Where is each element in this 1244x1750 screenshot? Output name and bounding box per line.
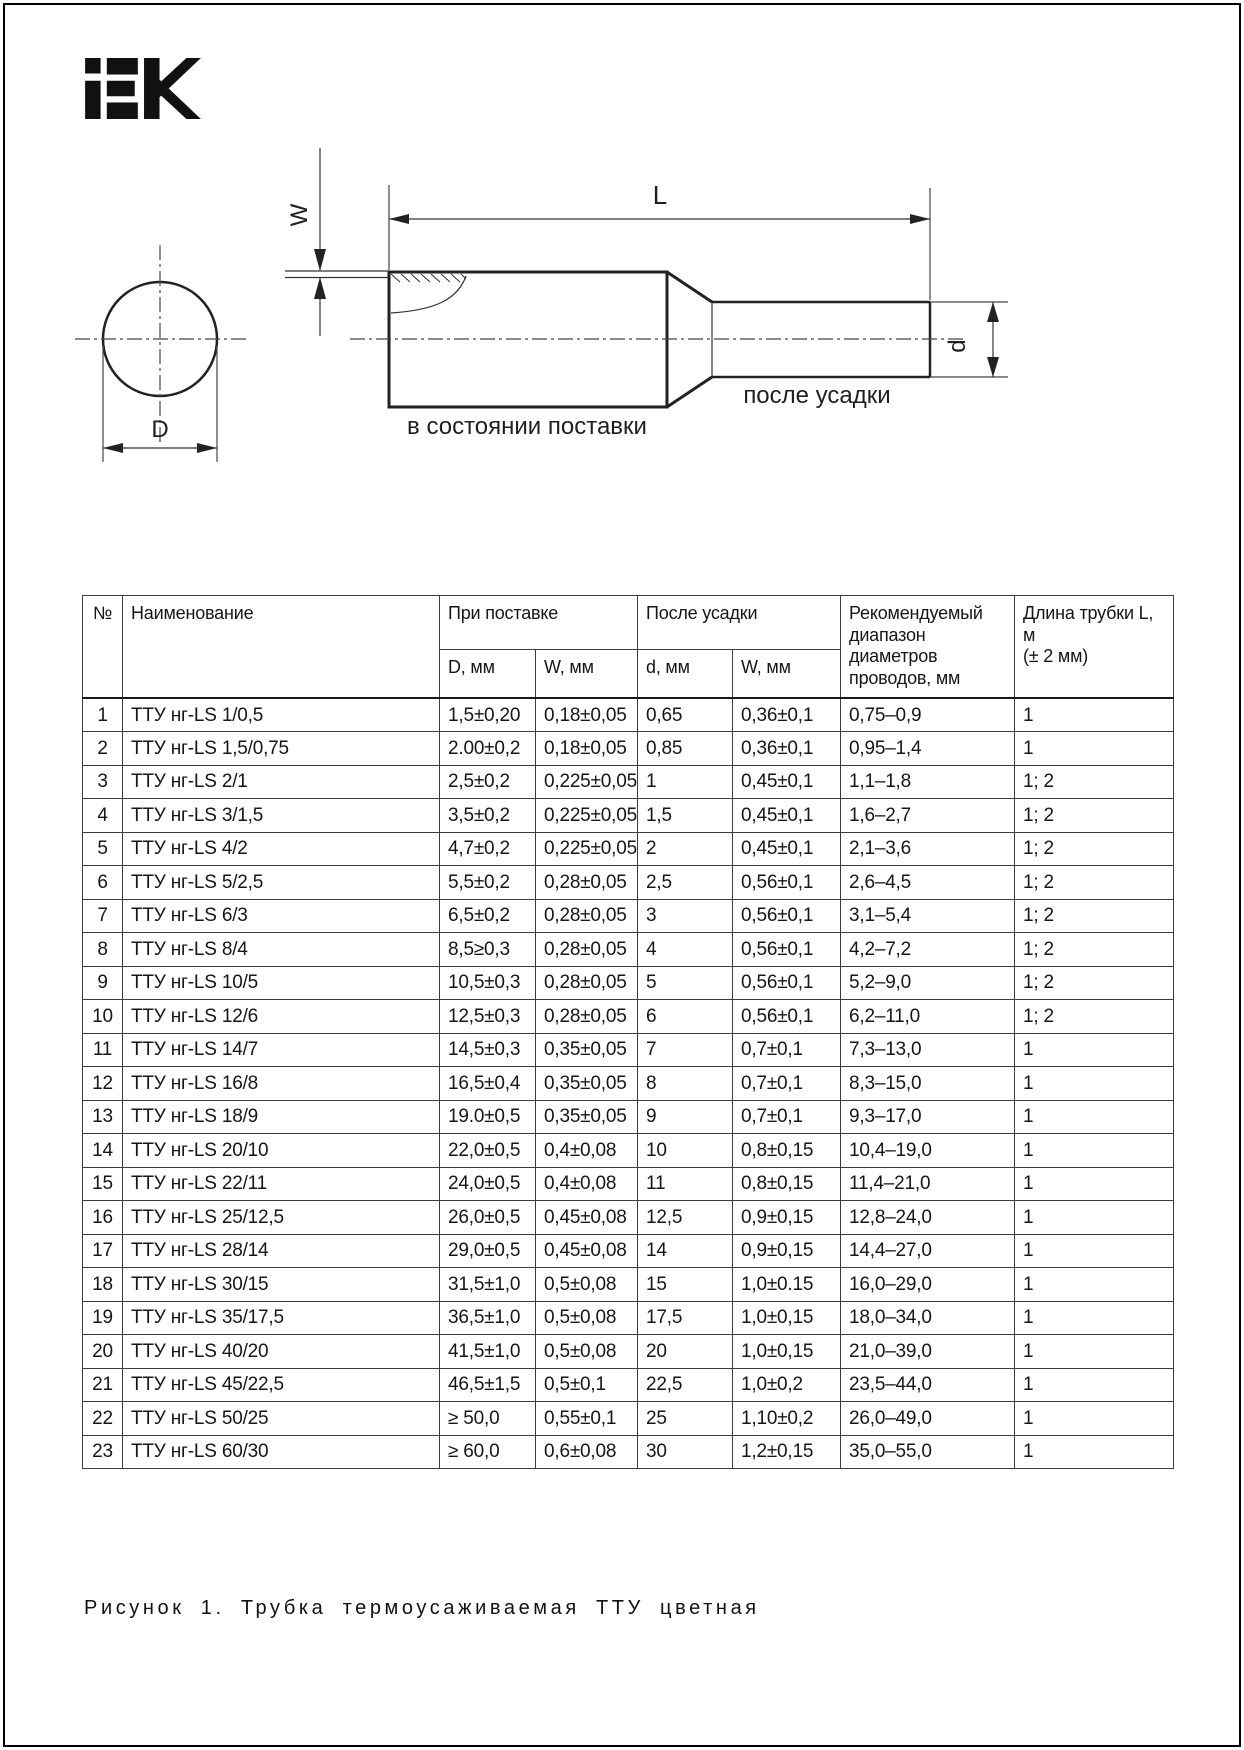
table-cell: ≥ 60,0 [440,1435,536,1469]
table-cell: 0,225±0,05 [536,832,638,866]
table-row [83,866,1174,900]
table-cell: 0,7±0,1 [733,1100,841,1134]
table-row [83,1234,1174,1268]
l-arrow-left [389,214,409,224]
table-cell: 0,28±0,05 [536,866,638,900]
table-cell: 1 [1015,1402,1174,1436]
table-cell: 4 [83,799,123,833]
table-cell: 0,28±0,05 [536,966,638,1000]
table-cell: 2,5±0,2 [440,765,536,799]
table-cell: 11,4–21,0 [841,1167,1015,1201]
table-cell: 0,5±0,08 [536,1301,638,1335]
table-cell: 0,18±0,05 [536,732,638,766]
table-cell: 1 [1015,1067,1174,1101]
table-cell: 6 [638,1000,733,1034]
spec-table [82,595,1174,1469]
table-cell: ТТУ нг-LS 35/17,5 [123,1301,440,1335]
table-cell: 19.0±0,5 [440,1100,536,1134]
table-cell: 1,10±0,2 [733,1402,841,1436]
table-cell: 31,5±1,0 [440,1268,536,1302]
table-cell: 0,225±0,05 [536,799,638,833]
table-cell: 22 [83,1402,123,1436]
l-arrow-right [910,214,930,224]
table-cell: 0,18±0,05 [536,698,638,732]
table-cell: 1; 2 [1015,899,1174,933]
table-cell: 1; 2 [1015,966,1174,1000]
table-row [83,933,1174,967]
table-cell: 16 [83,1201,123,1235]
table-cell: 0,5±0,1 [536,1368,638,1402]
circle-centerlines [75,245,248,445]
table-cell: 10,4–19,0 [841,1134,1015,1168]
col-header-length-line2: (± 2 мм) [1023,646,1089,667]
small-d-arrow-down [987,357,999,377]
table-cell: 1,0±0,15 [733,1335,841,1369]
table-cell: ТТУ нг-LS 45/22,5 [123,1368,440,1402]
table-cell: 16,0–29,0 [841,1268,1015,1302]
table-row [83,1100,1174,1134]
table-cell: 12,5 [638,1201,733,1235]
label-state-shrunk: после усадки [743,382,891,409]
col-header-w-supply: W, мм [536,650,638,699]
table-cell: 0,6±0,08 [536,1435,638,1469]
table-cell: 0,75–0,9 [841,698,1015,732]
table-cell: 0,85 [638,732,733,766]
table-cell: 18,0–34,0 [841,1301,1015,1335]
table-cell: 6,2–11,0 [841,1000,1015,1034]
table-row [83,1402,1174,1436]
table-cell: 2 [83,732,123,766]
w-dimension-lines [285,148,389,336]
table-cell: 8,5≥0,3 [440,933,536,967]
small-d-arrow-up [987,302,999,322]
table-cell: 0,65 [638,698,733,732]
table-cell: ТТУ нг-LS 20/10 [123,1134,440,1168]
table-cell: 4,2–7,2 [841,933,1015,967]
col-header-range: Рекомендуемый диапазон диаметров проводов, мм [841,596,1015,699]
table-row [83,899,1174,933]
table-row [83,732,1174,766]
table-cell: 25 [638,1402,733,1436]
table-cell: 6,5±0,2 [440,899,536,933]
table-cell: 1,0±0,15 [733,1301,841,1335]
table-cell: 2 [638,832,733,866]
iek-logo [85,58,201,119]
col-header-num: № [83,596,123,699]
table-cell: 13 [83,1100,123,1134]
table-cell: 0,36±0,1 [733,698,841,732]
table-cell: 1,2±0,15 [733,1435,841,1469]
table-cell: 1 [1015,1234,1174,1268]
table-cell: ТТУ нг-LS 18/9 [123,1100,440,1134]
table-row [83,1435,1174,1469]
table-cell: 2,6–4,5 [841,866,1015,900]
table-cell: ТТУ нг-LS 50/25 [123,1402,440,1436]
table-cell: 1,0±0.15 [733,1268,841,1302]
table-cell: 12,5±0,3 [440,1000,536,1034]
table-cell: 1,0±0,2 [733,1368,841,1402]
table-cell: 1; 2 [1015,799,1174,833]
label-w: W [286,203,313,227]
table-row [83,832,1174,866]
table-row [83,765,1174,799]
table-cell: 7 [83,899,123,933]
table-cell: 0,35±0,05 [536,1067,638,1101]
table-cell: 1 [1015,1033,1174,1067]
table-cell: 21,0–39,0 [841,1335,1015,1369]
table-cell: 1 [1015,1435,1174,1469]
table-cell: ТТУ нг-LS 8/4 [123,933,440,967]
table-cell: 23 [83,1435,123,1469]
table-cell: 1; 2 [1015,866,1174,900]
table-cell: 0,225±0,05 [536,765,638,799]
table-cell: ТТУ нг-LS 5/2,5 [123,866,440,900]
table-cell: 12,8–24,0 [841,1201,1015,1235]
table-row [83,1368,1174,1402]
table-cell: 9 [83,966,123,1000]
table-cell: 35,0–55,0 [841,1435,1015,1469]
table-cell: 29,0±0,5 [440,1234,536,1268]
table-cell: 5,5±0,2 [440,866,536,900]
table-cell: 20 [83,1335,123,1369]
table-cell: 1 [1015,1301,1174,1335]
table-cell: 6 [83,866,123,900]
table-row [83,966,1174,1000]
table-cell: 1,6–2,7 [841,799,1015,833]
table-cell: 10 [638,1134,733,1168]
table-row [83,1167,1174,1201]
table-cell: 1 [1015,1368,1174,1402]
table-row [83,799,1174,833]
table-cell: 0,56±0,1 [733,1000,841,1034]
table-row [83,1000,1174,1034]
col-header-length [1015,596,1174,699]
table-cell: 0,56±0,1 [733,866,841,900]
table-cell: ТТУ нг-LS 14/7 [123,1033,440,1067]
table-cell: ТТУ нг-LS 3/1,5 [123,799,440,833]
table-cell: 1 [1015,1201,1174,1235]
table-cell: ТТУ нг-LS 30/15 [123,1268,440,1302]
col-group-supply: При поставке [440,596,638,650]
table-cell: 0,45±0,08 [536,1201,638,1235]
table-cell: 21 [83,1368,123,1402]
table-cell: 19 [83,1301,123,1335]
table-row [83,1134,1174,1168]
table-cell: 26,0–49,0 [841,1402,1015,1436]
label-l: L [652,180,668,210]
table-cell: 0,45±0,1 [733,832,841,866]
table-row [83,698,1174,732]
table-cell: 7 [638,1033,733,1067]
table-cell: 1 [1015,1268,1174,1302]
table-cell: 24,0±0,5 [440,1167,536,1201]
table-row [83,1335,1174,1369]
table-cell: 8 [83,933,123,967]
table-cell: 1,1–1,8 [841,765,1015,799]
table-cell: 0,9±0,15 [733,1234,841,1268]
table-cell: 9,3–17,0 [841,1100,1015,1134]
table-row [83,1067,1174,1101]
table-cell: 3,5±0,2 [440,799,536,833]
table-cell: 15 [638,1268,733,1302]
table-cell: 26,0±0,5 [440,1201,536,1235]
table-cell: 0,56±0,1 [733,899,841,933]
table-cell: 14,5±0,3 [440,1033,536,1067]
tube-drawing [60,140,1020,475]
table-cell: 4 [638,933,733,967]
table-cell: ТТУ нг-LS 2/1 [123,765,440,799]
table-cell: 1,5±0,20 [440,698,536,732]
table-cell: 1,5 [638,799,733,833]
table-cell: 0,35±0,05 [536,1033,638,1067]
table-cell: 1 [1015,1134,1174,1168]
table-cell: 0,7±0,1 [733,1067,841,1101]
spec-table-body [83,698,1174,1469]
label-small-d: d [944,339,971,353]
table-cell: ТТУ нг-LS 60/30 [123,1435,440,1469]
table-cell: 41,5±1,0 [440,1335,536,1369]
table-cell: 1 [1015,1100,1174,1134]
table-cell: 2.00±0,2 [440,732,536,766]
label-big-d: D [151,416,169,443]
table-cell: ТТУ нг-LS 4/2 [123,832,440,866]
label-state-supplied: в состоянии поставки [407,413,647,440]
table-cell: 1 [1015,698,1174,732]
figure-caption: Рисунок 1. Трубка термоусаживаемая ТТУ цветная [84,1597,760,1619]
table-row [83,1268,1174,1302]
table-cell: ТТУ нг-LS 6/3 [123,899,440,933]
table-cell: 4,7±0,2 [440,832,536,866]
spec-table-head [83,596,1174,699]
table-row [83,1033,1174,1067]
table-cell: 14 [638,1234,733,1268]
table-cell: 18 [83,1268,123,1302]
table-cell: 0,8±0,15 [733,1167,841,1201]
col-header-name: Наименование [123,596,440,699]
table-cell: 17,5 [638,1301,733,1335]
table-cell: 10 [83,1000,123,1034]
table-cell: ТТУ нг-LS 1,5/0,75 [123,732,440,766]
table-cell: 17 [83,1234,123,1268]
table-cell: 12 [83,1067,123,1101]
table-cell: 22,5 [638,1368,733,1402]
table-cell: ТТУ нг-LS 22/11 [123,1167,440,1201]
table-cell: 0,28±0,05 [536,1000,638,1034]
table-cell: 9 [638,1100,733,1134]
col-group-shrink: После усадки [638,596,841,650]
table-cell: 0,45±0,1 [733,799,841,833]
table-cell: 22,0±0,5 [440,1134,536,1168]
table-cell: 0,95–1,4 [841,732,1015,766]
table-cell: 1; 2 [1015,1000,1174,1034]
table-cell: 0,7±0,1 [733,1033,841,1067]
table-cell: 36,5±1,0 [440,1301,536,1335]
table-cell: 0,36±0,1 [733,732,841,766]
table-cell: 14 [83,1134,123,1168]
table-cell: 2,5 [638,866,733,900]
table-cell: 8 [638,1067,733,1101]
table-cell: 11 [83,1033,123,1067]
table-cell: 5 [83,832,123,866]
table-cell: ТТУ нг-LS 40/20 [123,1335,440,1369]
table-cell: 1 [1015,732,1174,766]
table-cell: 0,4±0,08 [536,1167,638,1201]
table-row [83,1301,1174,1335]
table-cell: 5,2–9,0 [841,966,1015,1000]
table-cell: 11 [638,1167,733,1201]
table-cell: 23,5–44,0 [841,1368,1015,1402]
table-cell: 8,3–15,0 [841,1067,1015,1101]
table-cell: 2,1–3,6 [841,832,1015,866]
table-cell: 0,5±0,08 [536,1335,638,1369]
table-cell: 1 [1015,1167,1174,1201]
iek-logo-mark [85,58,201,119]
table-cell: 1; 2 [1015,933,1174,967]
table-cell: 16,5±0,4 [440,1067,536,1101]
table-cell: 0,45±0,1 [733,765,841,799]
table-cell: 0,55±0,1 [536,1402,638,1436]
w-arrow-up [314,277,326,299]
col-header-length-line1: Длина трубки L, м [1023,603,1154,645]
col-header-w-shrink: W, мм [733,650,841,699]
d-arrow-right [197,443,217,453]
table-cell: 3,1–5,4 [841,899,1015,933]
table-cell: 0,4±0,08 [536,1134,638,1168]
table-cell: 0,35±0,05 [536,1100,638,1134]
table-cell: 30 [638,1435,733,1469]
table-cell: ≥ 50,0 [440,1402,536,1436]
table-cell: 20 [638,1335,733,1369]
col-header-d-shrink: d, мм [638,650,733,699]
table-cell: 46,5±1,5 [440,1368,536,1402]
table-cell: 1; 2 [1015,765,1174,799]
table-cell: 1 [1015,1335,1174,1369]
table-row [83,1201,1174,1235]
table-cell: 14,4–27,0 [841,1234,1015,1268]
table-cell: 10,5±0,3 [440,966,536,1000]
table-cell: 0,5±0,08 [536,1268,638,1302]
d-arrow-left [103,443,123,453]
table-cell: ТТУ нг-LS 16/8 [123,1067,440,1101]
table-cell: 0,28±0,05 [536,933,638,967]
table-cell: 15 [83,1167,123,1201]
table-cell: 0,8±0,15 [733,1134,841,1168]
table-cell: 1 [638,765,733,799]
table-cell: 5 [638,966,733,1000]
table-cell: 1; 2 [1015,832,1174,866]
table-cell: ТТУ нг-LS 25/12,5 [123,1201,440,1235]
table-cell: 7,3–13,0 [841,1033,1015,1067]
table-cell: ТТУ нг-LS 10/5 [123,966,440,1000]
w-arrow-down [314,249,326,271]
table-cell: 1 [83,698,123,732]
col-header-d-supply: D, мм [440,650,536,699]
table-cell: 3 [83,765,123,799]
table-cell: 0,28±0,05 [536,899,638,933]
table-cell: 0,56±0,1 [733,966,841,1000]
table-cell: 0,9±0,15 [733,1201,841,1235]
table-cell: 3 [638,899,733,933]
table-cell: 0,56±0,1 [733,933,841,967]
table-cell: ТТУ нг-LS 28/14 [123,1234,440,1268]
table-cell: ТТУ нг-LS 12/6 [123,1000,440,1034]
table-cell: ТТУ нг-LS 1/0,5 [123,698,440,732]
table-cell: 0,45±0,08 [536,1234,638,1268]
